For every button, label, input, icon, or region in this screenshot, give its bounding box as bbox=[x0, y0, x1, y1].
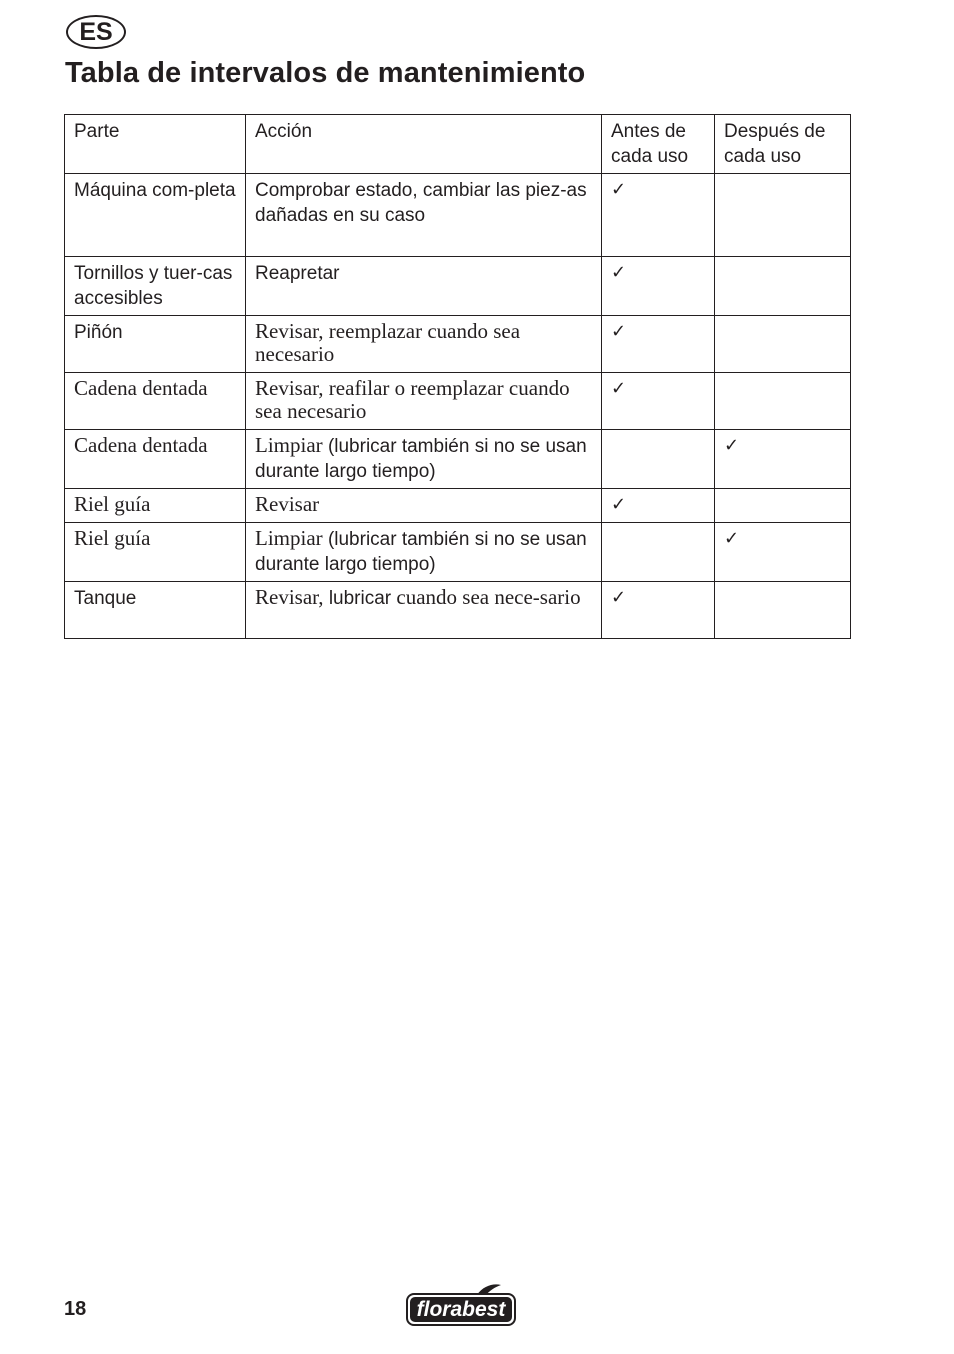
before-use-check-icon: ✓ bbox=[602, 316, 715, 373]
part-cell: Piñón bbox=[65, 316, 246, 373]
table-row bbox=[65, 430, 851, 489]
action-cell-sans-part: lubricar bbox=[328, 588, 392, 609]
table-row bbox=[65, 489, 851, 523]
after-use-cell bbox=[715, 316, 851, 373]
column-header-part: Parte bbox=[65, 115, 246, 174]
table-row bbox=[65, 373, 851, 430]
part-cell: Tornillos y tuer-cas accesibles bbox=[65, 257, 246, 316]
part-cell: Tanque bbox=[65, 582, 246, 639]
action-cell: Revisar, reafilar o reemplazar cuando sea necesario bbox=[246, 373, 602, 430]
part-cell: Cadena dentada bbox=[65, 373, 246, 430]
action-cell bbox=[246, 523, 602, 582]
action-cell-serif-part: Limpiar bbox=[255, 526, 323, 550]
page-title: Tabla de intervalos de mantenimiento bbox=[65, 57, 586, 89]
maintenance-table bbox=[64, 114, 851, 639]
table-row bbox=[65, 316, 851, 373]
table-row bbox=[65, 582, 851, 639]
table-header-row bbox=[65, 115, 851, 174]
after-use-cell bbox=[715, 174, 851, 257]
action-cell bbox=[246, 582, 602, 639]
action-cell-serif-part: Limpiar bbox=[255, 433, 323, 457]
logo-text: florabest bbox=[416, 1298, 506, 1321]
action-cell: Comprobar estado, cambiar las piez-as dañadas en su caso bbox=[246, 174, 602, 257]
part-cell: Riel guía bbox=[65, 523, 246, 582]
table-row bbox=[65, 523, 851, 582]
before-use-cell bbox=[602, 523, 715, 582]
after-use-cell bbox=[715, 257, 851, 316]
column-header-action: Acción bbox=[246, 115, 602, 174]
column-header-after-use: Después de cada uso bbox=[715, 115, 851, 174]
after-use-check-icon: ✓ bbox=[715, 430, 851, 489]
part-cell: Cadena dentada bbox=[65, 430, 246, 489]
action-cell-serif-part-2: cuando sea nece-sario bbox=[396, 585, 581, 609]
part-cell: Riel guía bbox=[65, 489, 246, 523]
action-cell-serif-part: Revisar, bbox=[255, 585, 324, 609]
page-number: 18 bbox=[64, 1298, 87, 1320]
before-use-check-icon: ✓ bbox=[602, 373, 715, 430]
language-badge: ES bbox=[66, 15, 126, 49]
action-cell-sans-part: (lubricar también si no se usan durante largo tiempo) bbox=[255, 529, 587, 575]
after-use-check-icon: ✓ bbox=[715, 523, 851, 582]
after-use-cell bbox=[715, 373, 851, 430]
before-use-check-icon: ✓ bbox=[602, 582, 715, 639]
before-use-check-icon: ✓ bbox=[602, 174, 715, 257]
table-row bbox=[65, 174, 851, 257]
column-header-before-use: Antes de cada uso bbox=[602, 115, 715, 174]
before-use-check-icon: ✓ bbox=[602, 489, 715, 523]
action-cell: Revisar, reemplazar cuando sea necesario bbox=[246, 316, 602, 373]
after-use-cell bbox=[715, 582, 851, 639]
table-row bbox=[65, 257, 851, 316]
action-cell bbox=[246, 430, 602, 489]
action-cell: Revisar bbox=[246, 489, 602, 523]
part-cell: Máquina com-pleta bbox=[65, 174, 246, 257]
action-cell: Reapretar bbox=[246, 257, 602, 316]
florabest-logo bbox=[405, 1282, 517, 1328]
before-use-check-icon: ✓ bbox=[602, 257, 715, 316]
before-use-cell bbox=[602, 430, 715, 489]
after-use-cell bbox=[715, 489, 851, 523]
action-cell-sans-part: (lubricar también si no se usan durante largo tiempo) bbox=[255, 436, 587, 482]
